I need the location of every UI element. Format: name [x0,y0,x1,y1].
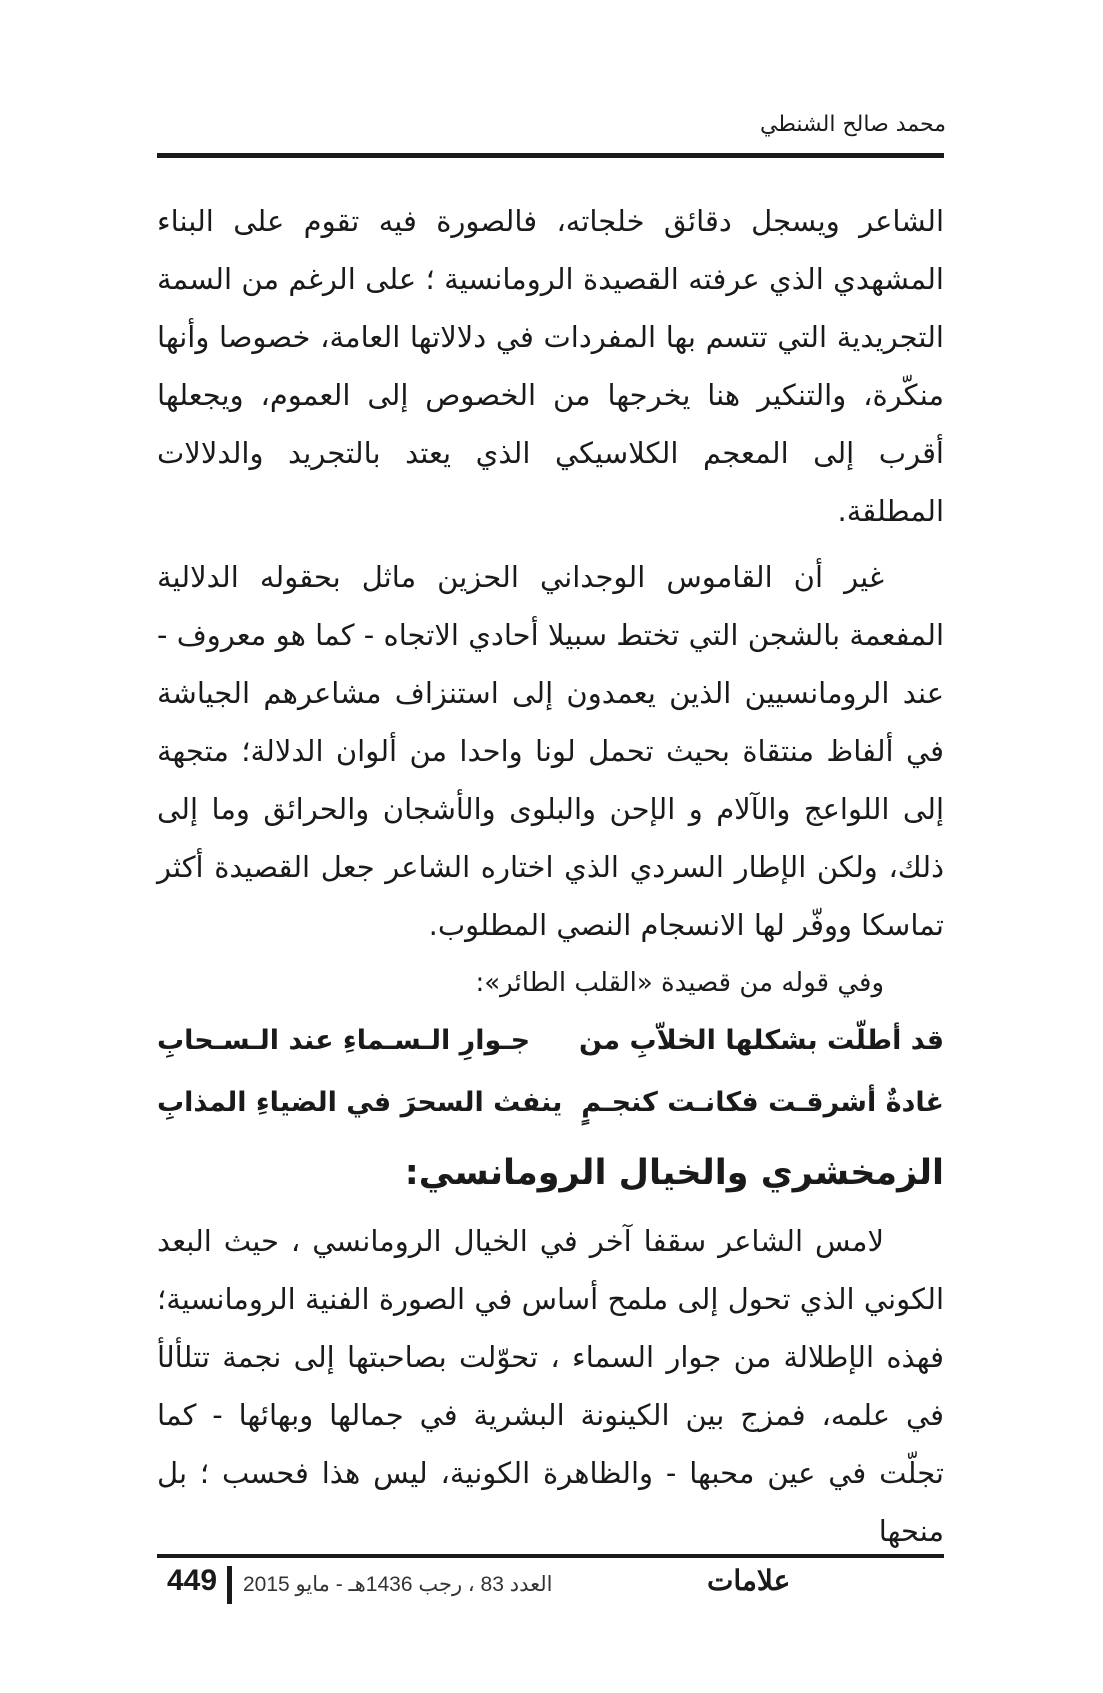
verse-intro: وفي قوله من قصيدة «القلب الطائر»: [475,968,884,998]
footer [157,1562,944,1610]
verse-1-first-hemistich: قد أطلّت بشكلها الخلاّبِ من [579,1025,944,1056]
verse-line-1 [157,1010,944,1072]
running-head-author: محمد صالح الشنطي [760,112,946,137]
paragraph-1: الشاعر ويسجل دقائق خلجاته، فالصورة فيه تقوم على البناء المشهدي الذي عرفته القصيدة الرومانسية ؛ على الرغم من السمة التجريدية التي تتسم بها المفردات في دلالاتها العامة، خصوصا وأنها منكّرة، والتنكير هنا يخرجها من الخصوص إلى العموم، ويجعلها أقرب إلى المعجم الكلاسيكي الذي يعتد بالتجريد والدلالات المطلقة. [157,204,944,528]
page-number: 449 [167,1564,218,1597]
paragraph-3: لامس الشاعر سقفا آخر في الخيال الرومانسي ، حيث البعد الكوني الذي تحول إلى ملمح أساس في الصورة الفنية الرومانسية؛ فهذه الإطلالة من جوار السماء ، تحوّلت بصاحبتها إلى نجمة تتلألأ في علمه، فمزج بين الكينونة البشرية في جمالها وبهائها - كما تجلّت في عين محبها - والظاهرة الكونية، ليس هذا فحسب ؛ بل منحها [157,1224,944,1548]
section-title: الزمخشري والخيال الرومانسي: [404,1153,944,1193]
journal-logo: علامات [707,1564,791,1597]
verse-2-second-hemistich: ينفث السحرَ في الضياءِ المذابِ [157,1087,563,1118]
page-number-divider [227,1566,232,1604]
verse-1-second-hemistich: جـوارِ الـسـماءِ عند الـسـحابِ [157,1025,531,1056]
paragraph-2: غير أن القاموس الوجداني الحزين ماثل بحقوله الدلالية المفعمة بالشجن التي تختط سبيلا أحادي الاتجاه - كما هو معروف - عند الرومانسيين الذين يعمدون إلى استنزاف مشاعرهم الجياشة في ألفاظ منتقاة بحيث تحمل لونا واحدا من ألوان الدلالة؛ متجهة إلى اللواعج والآلام و الإحن والبلوى والأشجان والحرائق وما إلى ذلك، ولكن الإطار السردي الذي اختاره الشاعر جعل القصيدة أكثر تماسكا ووفّر لها الانسجام النصي المطلوب. [157,560,944,942]
footer-rule [157,1554,944,1558]
header-rule [157,153,944,158]
verse-2-first-hemistich: غادةٌ أشرقـت فكانـت كنجـمٍ [581,1087,944,1118]
article-body [157,192,944,1560]
verse-line-2 [157,1072,944,1134]
issue-info: العدد 83 ، رجب 1436هـ - مايو 2015 [243,1573,553,1596]
